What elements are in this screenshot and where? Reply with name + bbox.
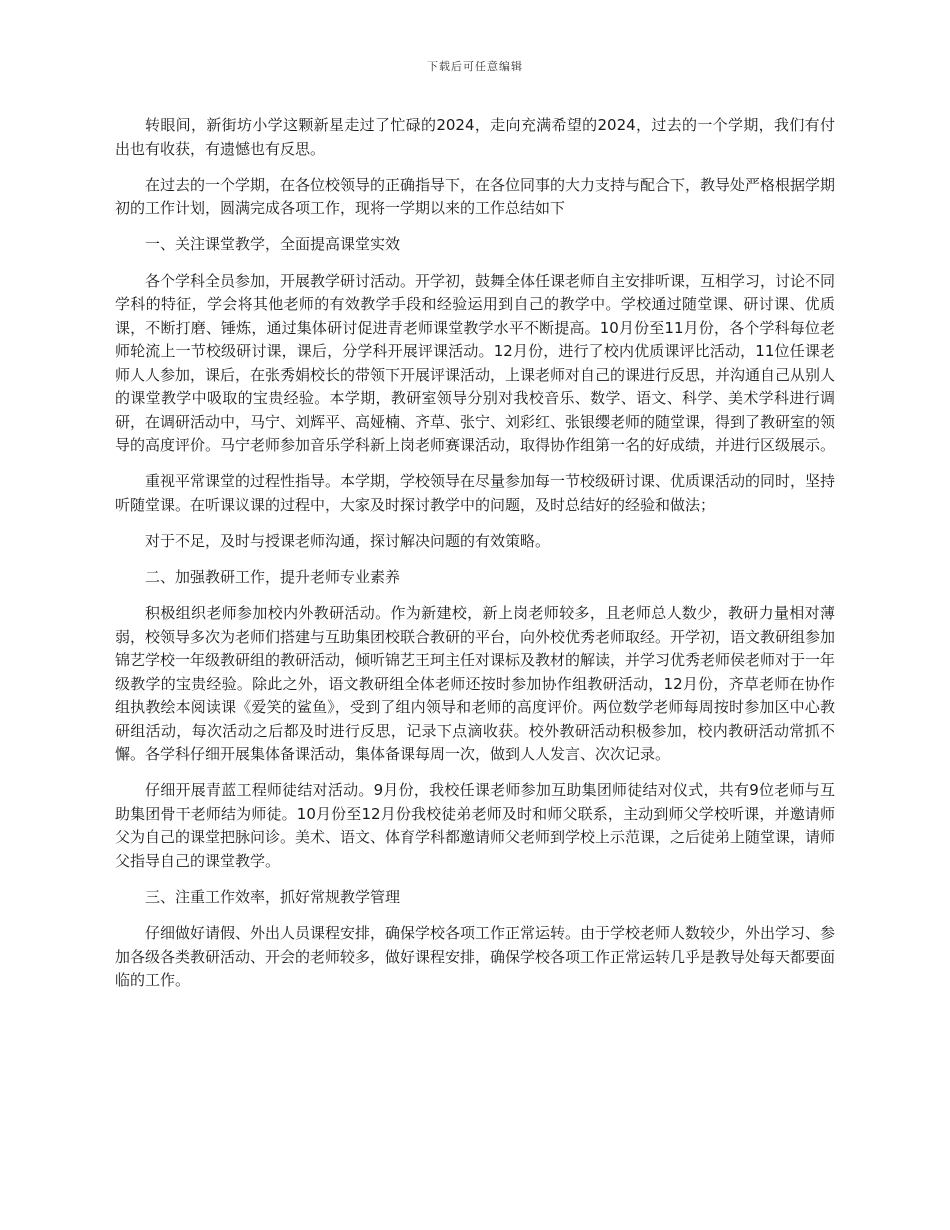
paragraph-mentorship: 仔细开展青蓝工程师徒结对活动。9月份，我校任课老师参加互助集团师徒结对仪式，共有9位老师与互助集团骨干老师结为师徒。10月份至12月份我校徒弟老师及时和师父联系，主动到师父学校听课，并邀请师父为自己的课堂把脉问诊。美术、语文、体育学科都邀请师父老师到学校上示范课，之后徒弟上随堂课，请师父指导自己的课堂教学。: [115, 781, 836, 870]
paragraph-overview: 在过去的一个学期，在各位校领导的正确指导下，在各位同事的大力支持与配合下，教导处严格根据学期初的工作计划，圆满完成各项工作，现将一学期以来的工作总结如下: [115, 175, 836, 217]
page-header: 下载后可任意编辑: [427, 60, 523, 73]
section-heading-2: 二、加强教研工作，提升老师专业素养: [145, 567, 401, 586]
paragraph-external-research: 积极组织老师参加校内外教研活动。作为新建校，新上岗老师较多，且老师总人数少，教研力量相对薄弱，校领导多次为老师们搭建与互助集团校联合教研的平台，向外校优秀老师取经。开学初，语文教研组参加锦艺学校一年级教研组的教研活动，倾听锦艺王珂主任对课标及教材的解读，并学习优秀老师侯老师对于一年级教学的宝贵经验。除此之外，语文教研组全体老师还按时参加协作组教研活动，12月份，齐草老师在协作组执教绘本阅读课《爱笑的鲨鱼》，受到了组内领导和老师的高度评价。两位数学老师每周按时参加区中心教研组活动，每次活动之后都及时进行反思，记录下点滴收获。校外教研活动积极参加，校内教研活动常抓不懈。各学科仔细开展集体备课活动，集体备课每周一次，做到人人发言、次次记录。: [115, 604, 836, 763]
paragraph-teaching-research: 各个学科全员参加，开展教学研讨活动。开学初，鼓舞全体任课老师自主安排听课，互相学习，讨论不同学科的特征，学会将其他老师的有效教学手段和经验运用到自己的教学中。学校通过随堂课、研讨课、优质课，不断打磨、锤炼，通过集体研讨促进青老师课堂教学水平不断提高。10月份至11月份，各个学科每位老师轮流上一节校级研讨课，课后，分学科开展评课活动。12月份，进行了校内优质课评比活动，11位任课老师人人参加，课后，在张秀娟校长的带领下开展评课活动，上课老师对自己的课进行反思，并沟通自己从别人的课堂教学中吸取的宝贵经验。本学期，教研室领导分别对我校音乐、数学、语文、科学、美术学科进行调研，在调研活动中，马宁、刘辉平、高娅楠、齐草、张宁、刘彩红、张银缨老师的随堂课，得到了教研室的领导的高度评价。马宁老师参加音乐学科新上岗老师赛课活动，取得协作组第一名的好成绩，并进行区级展示。: [115, 271, 836, 454]
paragraph-classroom-guidance: 重视平常课堂的过程性指导。本学期，学校领导在尽量参加每一节校级研讨课、优质课活动的同时，坚持听随堂课。在听课议课的过程中，大家及时探讨教学中的问题，及时总结好的经验和做法；: [115, 472, 836, 514]
paragraph-intro: 转眼间，新街坊小学这颗新星走过了忙碌的2024，走向充满希望的2024，过去的一个学期，我们有付出也有收获，有遗憾也有反思。: [115, 116, 835, 158]
document-body: [115, 114, 835, 1005]
paragraph-communication: 对于不足，及时与授课老师沟通，探讨解决问题的有效策略。: [145, 531, 551, 550]
section-heading-1: 一、关注课堂教学，全面提高课堂实效: [145, 235, 401, 253]
section-heading-3: 三、注重工作效率，抓好常规教学管理: [145, 887, 401, 906]
paragraph-scheduling: 仔细做好请假、外出人员课程安排，确保学校各项工作正常运转。由于学校老师人数较少，外出学习、参加各级各类教研活动、开会的老师较多，做好课程安排，确保学校各项工作正常运转几乎是教导处每天都要面临的工作。: [115, 924, 836, 989]
